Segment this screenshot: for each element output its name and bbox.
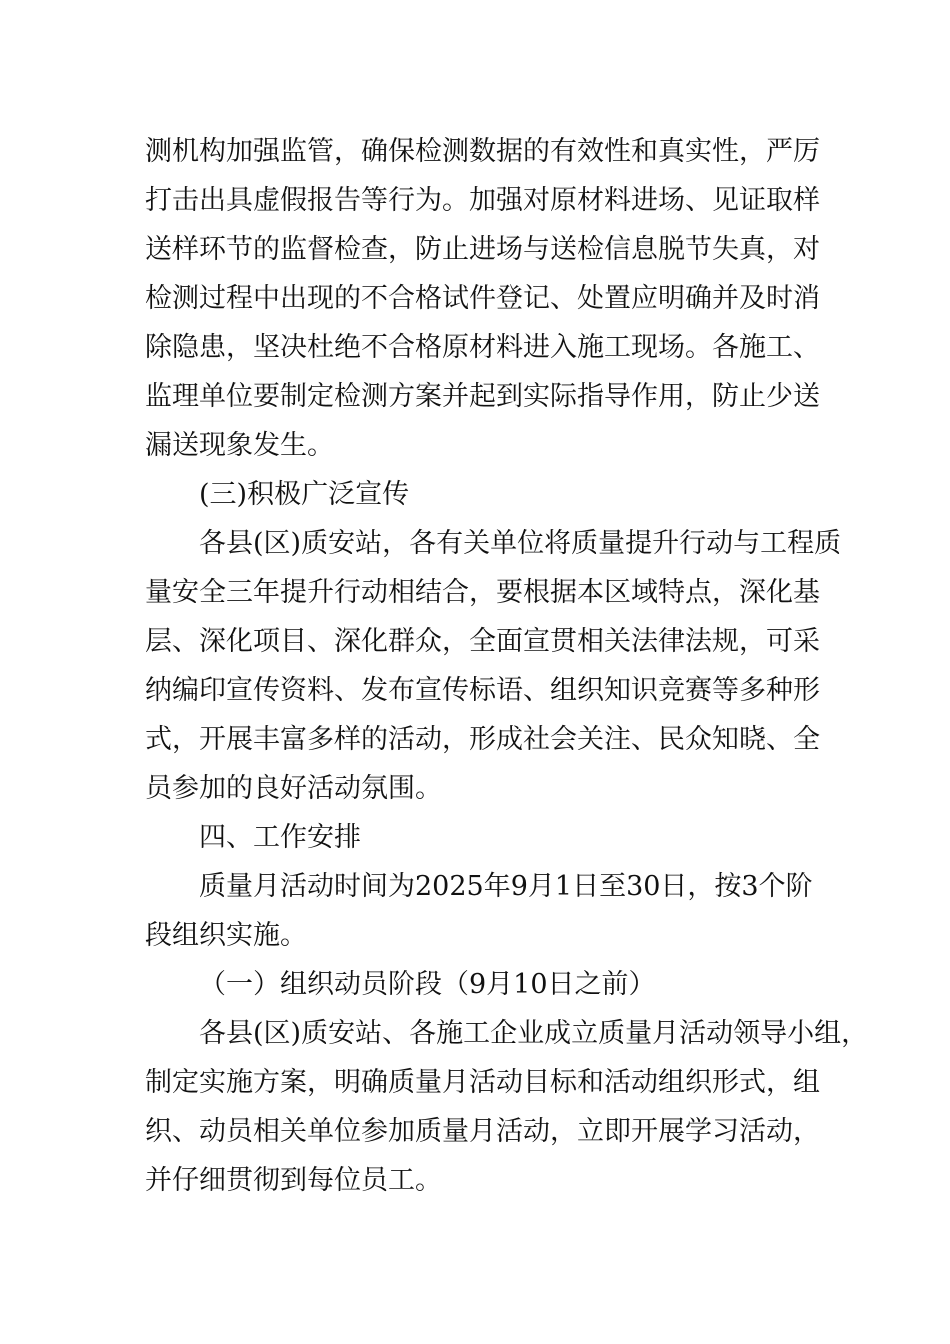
text-line: 打击出具虚假报告等行为。加强对原材料进场、见证取样: [145, 185, 820, 216]
text-line: 员参加的良好活动氛围。: [145, 773, 442, 804]
text-line: 纳编印宣传资料、发布宣传标语、组织知识竞赛等多种形: [145, 675, 820, 706]
subsection-heading-mobilization: （一）组织动员阶段（9月10日之前）: [199, 969, 656, 1000]
text-line: 监理单位要制定检测方案并起到实际指导作用，防止少送: [145, 381, 820, 412]
text-line: 量安全三年提升行动相结合，要根据本区域特点，深化基: [145, 577, 820, 608]
text-line: 送样环节的监督检查，防止进场与送检信息脱节失真，对: [145, 234, 820, 265]
text-line: 制定实施方案，明确质量月活动目标和活动组织形式，组: [145, 1067, 820, 1098]
text-line: 除隐患，坚决杜绝不合格原材料进入施工现场。各施工、: [145, 332, 820, 363]
text-line: 测机构加强监管，确保检测数据的有效性和真实性，严厉: [145, 136, 820, 167]
text-line: 层、深化项目、深化群众，全面宣贯相关法律法规，可采: [145, 626, 820, 657]
text-line: 织、动员相关单位参加质量月活动，立即开展学习活动，: [145, 1116, 820, 1147]
text-line: 段组织实施。: [145, 920, 307, 951]
text-line: 并仔细贯彻到每位员工。: [145, 1165, 442, 1196]
section-heading-work-arrangement: 四、工作安排: [199, 822, 361, 853]
text-line: 质量月活动时间为2025年9月1日至30日，按3个阶: [199, 871, 813, 902]
section-heading-publicity: (三)积极广泛宣传: [199, 479, 410, 510]
text-line: 检测过程中出现的不合格试件登记、处置应明确并及时消: [145, 283, 820, 314]
text-line: 各县(区)质安站，各有关单位将质量提升行动与工程质: [199, 528, 842, 559]
text-line: 各县(区)质安站、各施工企业成立质量月活动领导小组，: [199, 1018, 869, 1049]
text-line: 漏送现象发生。: [145, 430, 334, 461]
text-line: 式，开展丰富多样的活动，形成社会关注、民众知晓、全: [145, 724, 820, 755]
body-text: [145, 127, 869, 1205]
